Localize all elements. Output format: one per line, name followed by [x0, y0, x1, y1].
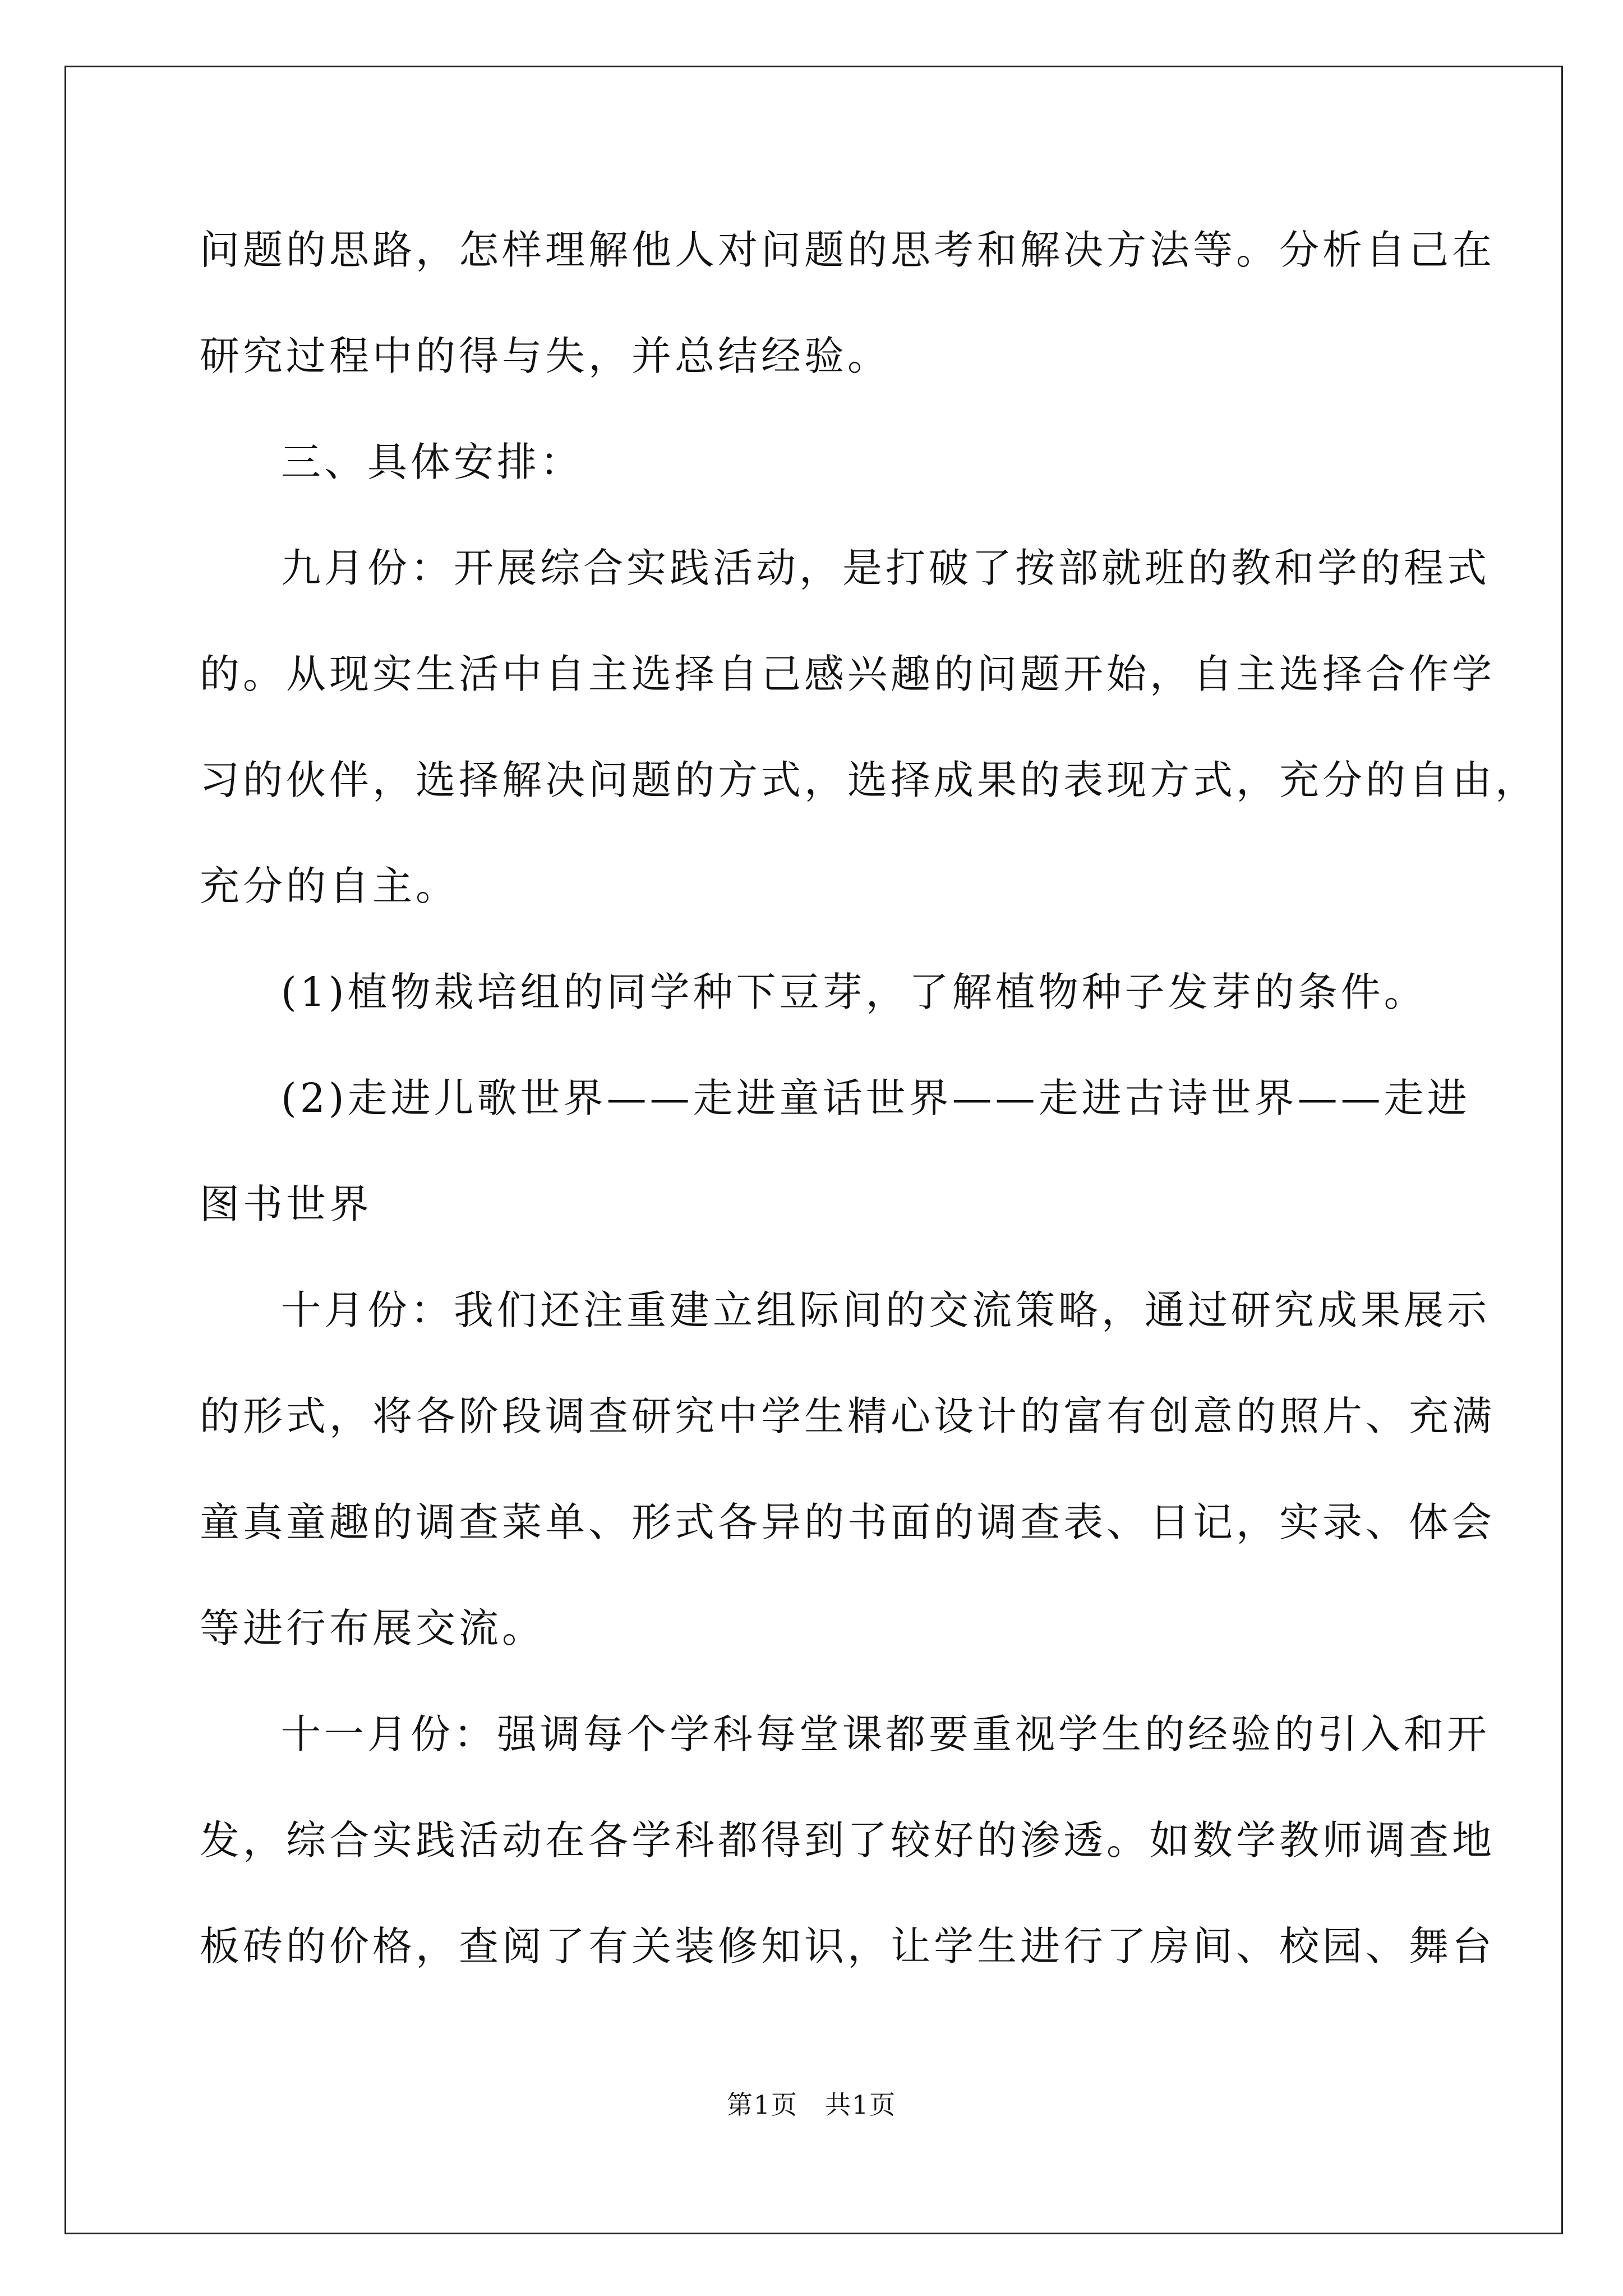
text-line: 十一月份：强调每个学科每堂课都要重视学生的经验的引入和开	[281, 1711, 1491, 1757]
text-line: 研究过程中的得与失，并总结经验。	[200, 333, 891, 379]
text-line: 板砖的价格，查阅了有关装修知识，让学生进行了房间、校园、舞台	[200, 1923, 1496, 1970]
text-line: 充分的自主。	[200, 863, 459, 909]
text-line: 的。从现实生活中自主选择自己感兴趣的问题开始，自主选择合作学	[200, 651, 1496, 697]
text-line: 的形式，将各阶段调查研究中学生精心设计的富有创意的照片、充满	[200, 1393, 1496, 1439]
text-line: 九月份：开展综合实践活动，是打破了按部就班的教和学的程式	[281, 545, 1491, 591]
text-line: 发，综合实践活动在各学科都得到了较好的渗透。如数学教师调查地	[200, 1817, 1496, 1864]
page-number-footer: 第1页 共1页	[726, 2090, 897, 2120]
text-line: 十月份：我们还注重建立组际间的交流策略，通过研究成果展示	[281, 1287, 1491, 1333]
text-line: (1)植物栽培组的同学种下豆芽，了解植物种子发芽的条件。	[281, 969, 1427, 1015]
text-line: 习的伙伴，选择解决问题的方式，选择成果的表现方式，充分的自由，	[200, 757, 1539, 803]
text-line: 等进行布展交流。	[200, 1605, 546, 1651]
text-line: (2)走进儿歌世界——走进童话世界——走进古诗世界——走进	[281, 1075, 1470, 1121]
page-border	[64, 66, 1563, 2234]
text-line: 问题的思路，怎样理解他人对问题的思考和解决方法等。分析自己在	[200, 227, 1496, 273]
text-line: 图书世界	[200, 1181, 373, 1227]
section-heading: 三、具体安排：	[281, 439, 584, 485]
text-line: 童真童趣的调查菜单、形式各异的书面的调查表、日记，实录、体会	[200, 1499, 1496, 1545]
